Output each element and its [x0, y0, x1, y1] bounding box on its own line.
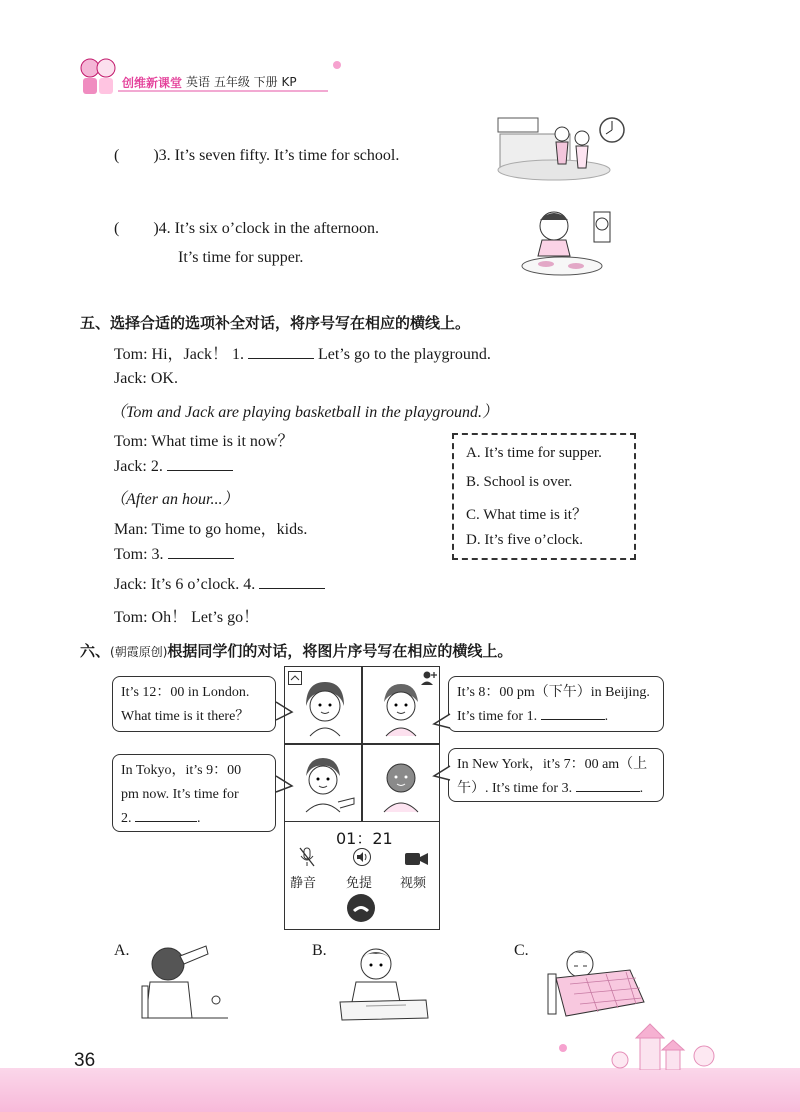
q3-line: ( )3. It’s seven fifty. It’s time for school. [114, 147, 400, 164]
bubble-newyork: In New York，it’s 7：00 am（上 午）. It’s time for 3. . [448, 748, 664, 802]
bubble-london: It’s 12：00 in London. What time is it there？ [112, 676, 276, 732]
dialog-line-5: Man: Time to go home，kids. [114, 521, 308, 538]
q3-text: 3. It’s seven fifty. It’s time for school. [158, 147, 400, 164]
blank-2[interactable] [167, 457, 233, 471]
video-label: 视频 [400, 876, 427, 891]
option-d: D. It’s five o’clock. [466, 532, 584, 548]
dialog-line-2: Jack: OK. [114, 370, 178, 387]
mute-icon[interactable] [298, 846, 316, 868]
blank-6-2[interactable] [135, 808, 197, 822]
picture-c-label: C. [514, 942, 529, 959]
blank-3[interactable] [168, 545, 234, 559]
picture-a-label: A. [114, 942, 130, 959]
options-box [452, 433, 636, 560]
dialog-line-8: Tom: Oh！ Let’s go！ [114, 609, 260, 626]
option-c: C. What time is it？ [466, 507, 587, 523]
option-a: A. It’s time for supper. [466, 445, 602, 461]
dialog-line-1: Tom: Hi，Jack！ 1. Let’s go to the playground. [114, 346, 491, 363]
section6-title: 六、(朝霞原创)根据同学们的对话，将图片序号写在相应的横线上。 [80, 642, 513, 660]
subject-label: 英语 五年级 下册 KP [186, 75, 297, 89]
picture-b-label: B. [312, 942, 327, 959]
student-face-4 [376, 752, 426, 814]
footer-castle-decoration [600, 1022, 730, 1070]
page-number: 36 [74, 1050, 96, 1071]
school-scene-image [494, 112, 632, 184]
call-timer: 01：21 [336, 829, 393, 848]
mute-label: 静音 [290, 876, 317, 891]
picture-c-sleeping-boy [546, 944, 650, 1024]
video-camera-icon[interactable] [405, 852, 429, 866]
decor-star-icon [330, 58, 344, 72]
dialog-line-6: Tom: 3. [114, 545, 234, 564]
blank-6-3[interactable] [576, 778, 640, 792]
q4-text-line2: It’s time for supper. [178, 249, 304, 266]
option-b: B. School is over. [466, 474, 573, 490]
student-face-1 [300, 678, 350, 738]
source-tag: (朝霞原创) [110, 645, 168, 659]
supper-girl-image [514, 204, 614, 278]
dialog-line-3: Tom: What time is it now？ [114, 433, 294, 450]
brand-title: 创维新课堂 [122, 76, 183, 90]
blank-6-1[interactable] [541, 706, 605, 720]
dialog-line-4: Jack: 2. [114, 457, 233, 476]
student-face-3 [298, 752, 358, 814]
section5-title: 五、选择合适的选项补全对话，将序号写在相应的横线上。 [80, 314, 471, 332]
footer-band [0, 1068, 800, 1112]
speaker-label: 免提 [346, 876, 373, 891]
picture-b-writing-boy [336, 942, 432, 1024]
bubble-tokyo: In Tokyo，it’s 9：00 pm now. It’s time for 2. . [112, 754, 276, 832]
blank-1[interactable] [248, 345, 314, 359]
hang-up-button[interactable] [346, 893, 376, 923]
q4-text: 4. It’s six o’clock in the afternoon. [158, 220, 380, 237]
footer-star-icon [556, 1042, 570, 1054]
dialog-stage-direction-2: （After an hour...） [110, 491, 239, 508]
bubble-beijing: It’s 8：00 pm（下午）in Beijing. It’s time for 1. . [448, 676, 664, 732]
dialog-stage-direction-1: （Tom and Jack are playing basketball in the playground.） [110, 404, 498, 421]
picture-a-drinking-boy [132, 942, 232, 1024]
blank-4[interactable] [259, 575, 325, 589]
student-face-2 [376, 678, 426, 738]
q4-line: ( )4. It’s six o’clock in the afternoon. [114, 220, 380, 237]
header-mascot-image [76, 52, 120, 98]
dialog-line-7: Jack: It’s 6 o’clock. 4. [114, 575, 325, 594]
speaker-icon[interactable] [352, 848, 372, 866]
